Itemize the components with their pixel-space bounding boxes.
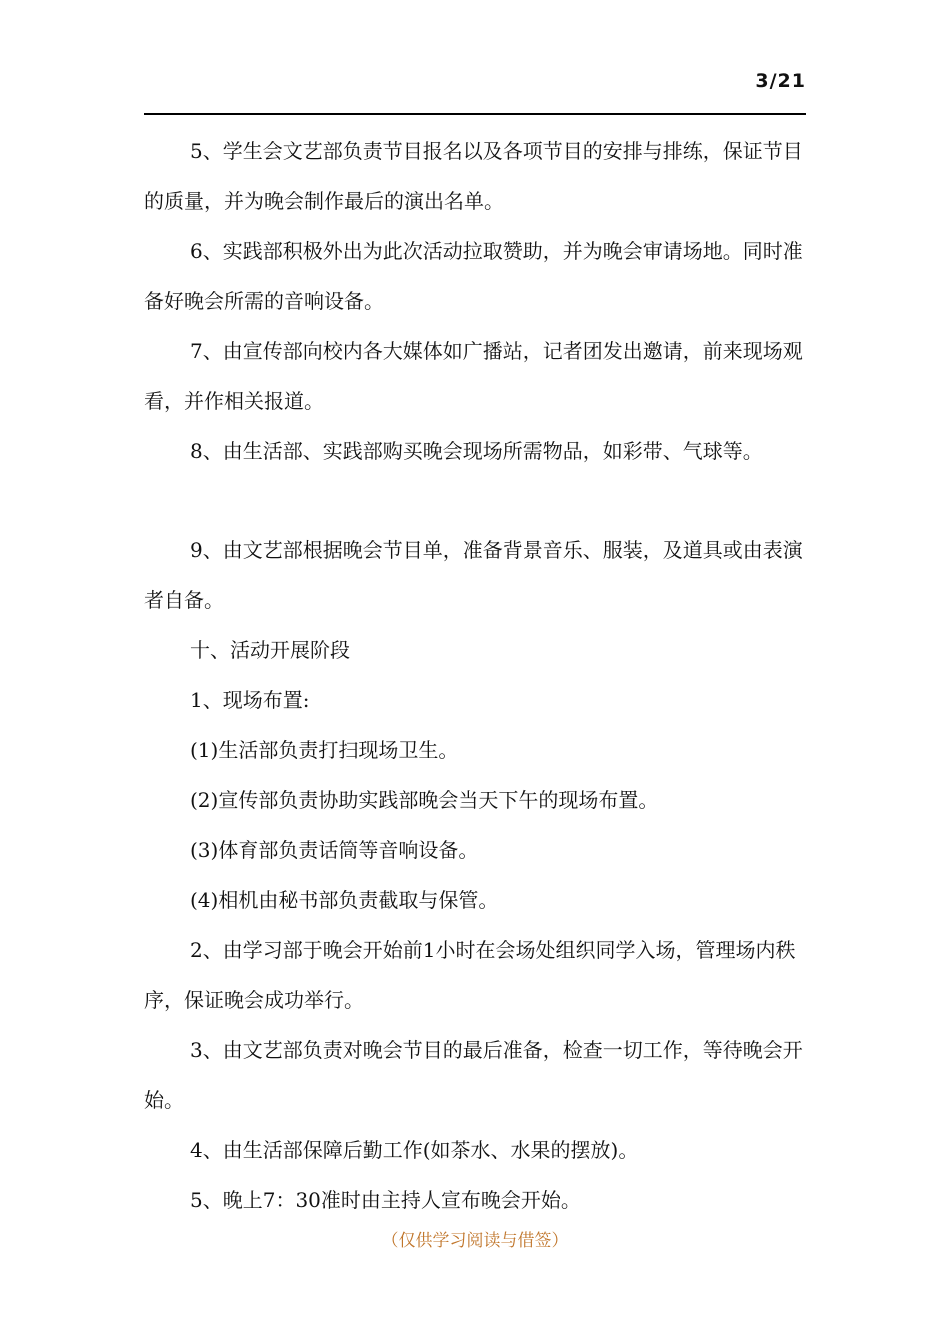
list-item: (2)宣传部负责协助实践部晚会当天下午的现场布置。 <box>190 788 659 812</box>
document-body <box>144 126 816 1225</box>
paragraph: 6、实践部积极外出为此次活动拉取赞助，并为晚会审请场地。同时准备好晚会所需的音响设备。 <box>144 239 803 313</box>
header-divider <box>144 113 806 115</box>
paragraph: 5、晚上7：30准时由主持人宣布晚会开始。 <box>190 1188 581 1212</box>
paragraph: 8、由生活部、实践部购买晚会现场所需物品，如彩带、气球等。 <box>190 439 763 463</box>
paragraph: 2、由学习部于晚会开始前1小时在会场处组织同学入场，管理场内秩序，保证晚会成功举行。 <box>144 938 796 1012</box>
paragraph: 9、由文艺部根据晚会节目单，准备背景音乐、服装，及道具或由表演者自备。 <box>144 538 803 612</box>
section-heading: 十、活动开展阶段 <box>190 638 350 662</box>
paragraph: 1、现场布置: <box>190 688 310 712</box>
paragraph: 5、学生会文艺部负责节目报名以及各项节目的安排与排练，保证节目的质量，并为晚会制作最后的演出名单。 <box>144 139 803 213</box>
paragraph: 4、由生活部保障后勤工作(如茶水、水果的摆放)。 <box>190 1138 639 1162</box>
paragraph: 7、由宣传部向校内各大媒体如广播站，记者团发出邀请，前来现场观看，并作相关报道。 <box>144 339 803 413</box>
blank-line <box>144 476 816 525</box>
page-number: 3/21 <box>755 70 806 92</box>
footer-disclaimer: （仅供学习阅读与借签） <box>381 1231 569 1251</box>
list-item: (1)生活部负责打扫现场卫生。 <box>190 738 459 762</box>
list-item: (4)相机由秘书部负责截取与保管。 <box>190 888 499 912</box>
list-item: (3)体育部负责话筒等音响设备。 <box>190 838 479 862</box>
paragraph: 3、由文艺部负责对晚会节目的最后准备，检查一切工作，等待晚会开始。 <box>144 1038 803 1112</box>
